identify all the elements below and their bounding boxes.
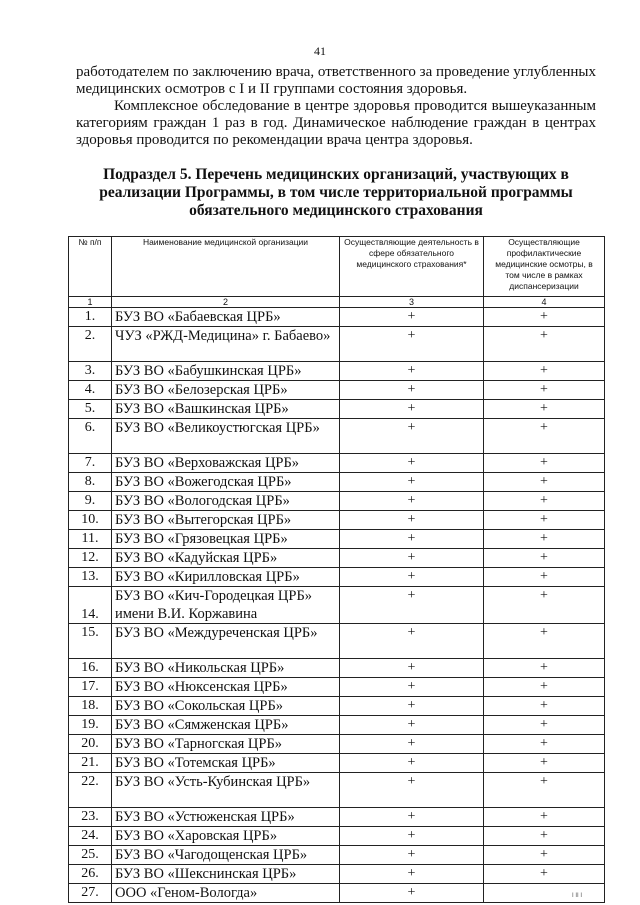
row-number: 20. [69, 735, 112, 754]
table-row [69, 362, 605, 381]
organization-name: БУЗ ВО «Вологодская ЦРБ» [112, 492, 340, 511]
table-row [69, 381, 605, 400]
prof-exam-mark: + [484, 511, 605, 530]
header-num: № п/п [69, 237, 112, 297]
organization-name: БУЗ ВО «Усть-Кубинская ЦРБ» [112, 773, 340, 808]
organization-name: БУЗ ВО «Белозерская ЦРБ» [112, 381, 340, 400]
row-number: 18. [69, 697, 112, 716]
oms-mark: + [340, 549, 484, 568]
oms-mark: + [340, 678, 484, 697]
table-row [69, 884, 605, 903]
oms-mark: + [340, 697, 484, 716]
organization-name: БУЗ ВО «Грязовецкая ЦРБ» [112, 530, 340, 549]
oms-mark: + [340, 308, 484, 327]
prof-exam-mark: + [484, 381, 605, 400]
oms-mark: + [340, 381, 484, 400]
row-number: 24. [69, 827, 112, 846]
paragraph-health-center: Комплексное обследование в центре здоровья проводится вышеуказанным категориям граждан 1 раз в год. Динамическое наблюдение граждан в центрах здоровья проводится по рекомендации врача центра здоровья. [76, 98, 596, 148]
row-number: 11. [69, 530, 112, 549]
oms-mark: + [340, 327, 484, 362]
organization-name: БУЗ ВО «Вытегорская ЦРБ» [112, 511, 340, 530]
table-row [69, 773, 605, 808]
prof-exam-mark: + [484, 754, 605, 773]
header-organization: Наименование медицинской организации [112, 237, 340, 297]
prof-exam-mark: + [484, 735, 605, 754]
table-row [69, 492, 605, 511]
row-number: 26. [69, 865, 112, 884]
table-row [69, 400, 605, 419]
organization-name: БУЗ ВО «Шекснинская ЦРБ» [112, 865, 340, 884]
oms-mark: + [340, 865, 484, 884]
oms-mark: + [340, 511, 484, 530]
organization-name: БУЗ ВО «Междуреченская ЦРБ» [112, 624, 340, 659]
organization-name: БУЗ ВО «Вашкинская ЦРБ» [112, 400, 340, 419]
row-number: 5. [69, 400, 112, 419]
organization-name: БУЗ ВО «Кадуйская ЦРБ» [112, 549, 340, 568]
table-row [69, 865, 605, 884]
column-number: 3 [340, 297, 484, 308]
organization-name: БУЗ ВО «Кирилловская ЦРБ» [112, 568, 340, 587]
table-row [69, 754, 605, 773]
organization-name: БУЗ ВО «Харовская ЦРБ» [112, 827, 340, 846]
prof-exam-mark: + [484, 308, 605, 327]
table-row [69, 659, 605, 678]
prof-exam-mark: + [484, 549, 605, 568]
row-number: 21. [69, 754, 112, 773]
row-number: 3. [69, 362, 112, 381]
organization-name: БУЗ ВО «Сокольская ЦРБ» [112, 697, 340, 716]
table-column-numbers-row [69, 297, 605, 308]
prof-exam-mark: + [484, 362, 605, 381]
row-number: 17. [69, 678, 112, 697]
organization-name: БУЗ ВО «Нюксенская ЦРБ» [112, 678, 340, 697]
table-row [69, 735, 605, 754]
row-number: 14. [69, 587, 112, 624]
oms-mark: + [340, 492, 484, 511]
oms-mark: + [340, 659, 484, 678]
prof-exam-mark: + [484, 846, 605, 865]
column-number: 2 [112, 297, 340, 308]
oms-mark: + [340, 754, 484, 773]
organization-name: БУЗ ВО «Устюженская ЦРБ» [112, 808, 340, 827]
row-number: 19. [69, 716, 112, 735]
table-row [69, 716, 605, 735]
organization-name: БУЗ ВО «Тотемская ЦРБ» [112, 754, 340, 773]
organization-name: ООО «Геном-Вологда» [112, 884, 340, 903]
row-number: 9. [69, 492, 112, 511]
organization-name: ЧУЗ «РЖД-Медицина» г. Бабаево» [112, 327, 340, 362]
paragraph-continuation: работодателем по заключению врача, ответственного за проведение углубленных медицинских осмотров с I и II группами состояния здоровья. [76, 64, 596, 97]
organization-name: БУЗ ВО «Бабаевская ЦРБ» [112, 308, 340, 327]
organization-name: БУЗ ВО «Великоустюгская ЦРБ» [112, 419, 340, 454]
table-row [69, 419, 605, 454]
oms-mark: + [340, 827, 484, 846]
prof-exam-mark: + [484, 473, 605, 492]
prof-exam-mark: + [484, 492, 605, 511]
organization-name: БУЗ ВО «Тарногская ЦРБ» [112, 735, 340, 754]
page-number: 41 [314, 44, 326, 58]
footer-mark: I II I [572, 893, 583, 899]
prof-exam-mark: + [484, 865, 605, 884]
organization-name: БУЗ ВО «Чагодощенская ЦРБ» [112, 846, 340, 865]
row-number: 22. [69, 773, 112, 808]
oms-mark: + [340, 400, 484, 419]
organization-name: БУЗ ВО «Бабушкинская ЦРБ» [112, 362, 340, 381]
table-row [69, 808, 605, 827]
row-number: 13. [69, 568, 112, 587]
row-number: 12. [69, 549, 112, 568]
row-number: 8. [69, 473, 112, 492]
table-row [69, 308, 605, 327]
oms-mark: + [340, 530, 484, 549]
prof-exam-mark: + [484, 419, 605, 454]
prof-exam-mark: + [484, 659, 605, 678]
row-number: 25. [69, 846, 112, 865]
table-row [69, 624, 605, 659]
oms-mark: + [340, 808, 484, 827]
oms-mark: + [340, 624, 484, 659]
row-number: 16. [69, 659, 112, 678]
table-header-row [69, 237, 605, 297]
table-row [69, 846, 605, 865]
oms-mark: + [340, 884, 484, 903]
prof-exam-mark: + [484, 697, 605, 716]
prof-exam-mark: + [484, 827, 605, 846]
organization-name: БУЗ ВО «Кич-Городецкая ЦРБ» имени В.И. Коржавина [112, 587, 340, 624]
table-row [69, 697, 605, 716]
row-number: 27. [69, 884, 112, 903]
prof-exam-mark: + [484, 716, 605, 735]
column-number: 4 [484, 297, 605, 308]
prof-exam-mark: + [484, 624, 605, 659]
table-row [69, 587, 605, 624]
prof-exam-mark: + [484, 678, 605, 697]
oms-mark: + [340, 716, 484, 735]
prof-exam-mark: + [484, 530, 605, 549]
oms-mark: + [340, 773, 484, 808]
row-number: 1. [69, 308, 112, 327]
row-number: 15. [69, 624, 112, 659]
row-number: 6. [69, 419, 112, 454]
row-number: 23. [69, 808, 112, 827]
table-row [69, 678, 605, 697]
prof-exam-mark: + [484, 568, 605, 587]
prof-exam-mark: + [484, 400, 605, 419]
header-oms: Осуществляющие деятельность в сфере обязательного медицинского страхования* [340, 237, 484, 297]
row-number: 2. [69, 327, 112, 362]
subsection-title: Подраздел 5. Перечень медицинских организаций, участвующих в реализации Программы, в том числе территориальной программы обязательного медицинского страхования [99, 166, 573, 219]
oms-mark: + [340, 587, 484, 624]
table-row [69, 454, 605, 473]
organization-name: БУЗ ВО «Верховажская ЦРБ» [112, 454, 340, 473]
column-number: 1 [69, 297, 112, 308]
organizations-table [68, 236, 605, 903]
oms-mark: + [340, 362, 484, 381]
organization-name: БУЗ ВО «Вожегодская ЦРБ» [112, 473, 340, 492]
table-row [69, 568, 605, 587]
prof-exam-mark: + [484, 808, 605, 827]
table-row [69, 827, 605, 846]
table-row [69, 327, 605, 362]
header-prof-exams: Осуществляющие профилактические медицинские осмотры, в том числе в рамках диспансеризации [484, 237, 605, 297]
oms-mark: + [340, 568, 484, 587]
table-row [69, 530, 605, 549]
row-number: 4. [69, 381, 112, 400]
oms-mark: + [340, 419, 484, 454]
table-row [69, 549, 605, 568]
prof-exam-mark: + [484, 587, 605, 624]
row-number: 7. [69, 454, 112, 473]
organization-name: БУЗ ВО «Никольская ЦРБ» [112, 659, 340, 678]
organization-name: БУЗ ВО «Сямженская ЦРБ» [112, 716, 340, 735]
prof-exam-mark: + [484, 327, 605, 362]
row-number: 10. [69, 511, 112, 530]
oms-mark: + [340, 454, 484, 473]
oms-mark: + [340, 473, 484, 492]
table-row [69, 473, 605, 492]
prof-exam-mark: + [484, 454, 605, 473]
oms-mark: + [340, 735, 484, 754]
oms-mark: + [340, 846, 484, 865]
prof-exam-mark: + [484, 773, 605, 808]
table-row [69, 511, 605, 530]
table-body [69, 308, 605, 903]
prof-exam-mark [484, 884, 605, 903]
